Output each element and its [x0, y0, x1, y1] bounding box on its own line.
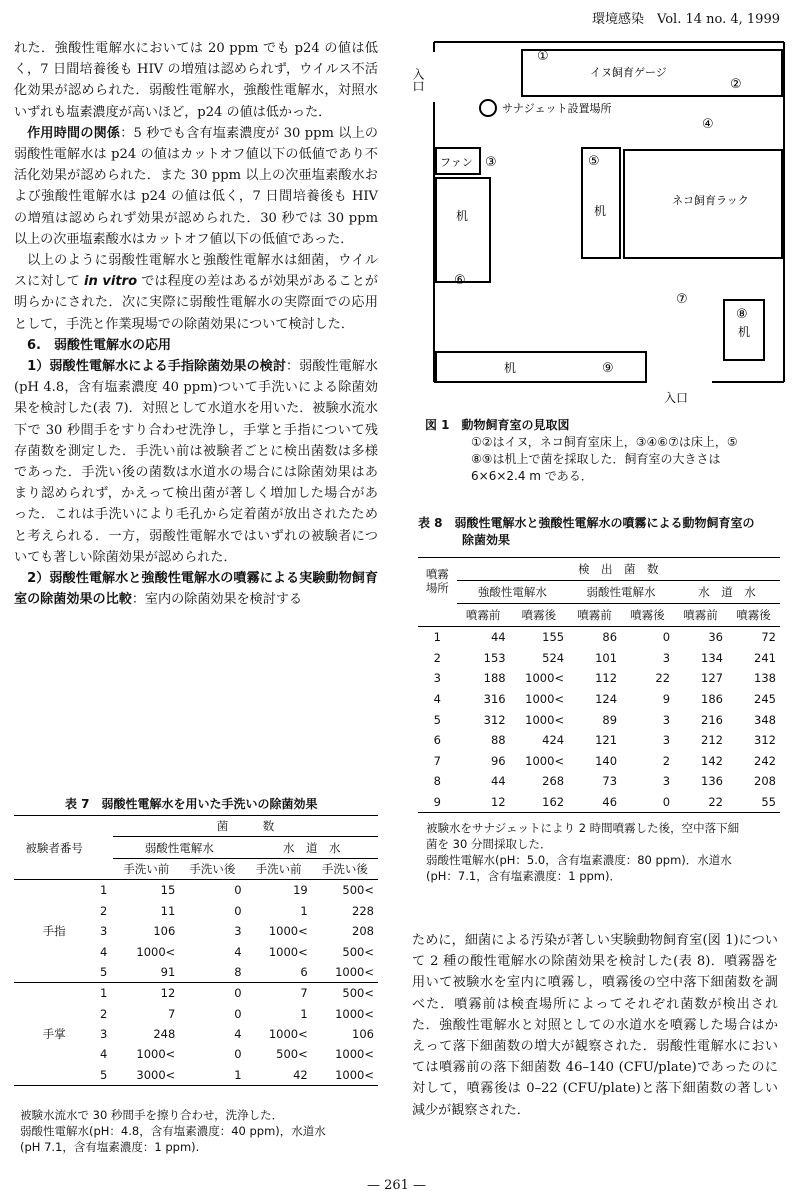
right-column — [412, 930, 778, 1121]
value-cell: 1000< — [335, 1047, 374, 1062]
figure-caption-line: ①②はイヌ，ネコ飼育室床上，③④⑥⑦は床上，⑤ — [471, 435, 738, 449]
paragraph — [14, 356, 378, 568]
table-8-notes — [426, 820, 781, 884]
empty-cell — [94, 816, 113, 837]
value-cell: 155 — [542, 630, 565, 645]
value-cell: 44 — [490, 630, 506, 645]
value-cell: 0 — [234, 1047, 242, 1062]
value-cell: 268 — [542, 774, 565, 789]
value-cell: 42 — [246, 1065, 312, 1086]
subject-number-cell: 4 — [100, 1047, 108, 1062]
value-cell: 6 — [246, 962, 312, 983]
subject-number-cell: 1 — [100, 986, 108, 1001]
row-label-cell: 3 — [433, 671, 441, 686]
value-cell: 241 — [754, 650, 776, 665]
value-cell: 208 — [352, 924, 374, 939]
entrance-left-label: 入口 — [412, 68, 425, 92]
run-in-heading: 作用時間の関係 — [27, 125, 121, 141]
figure-caption-line: 6×6×2.4 m である． — [471, 469, 593, 483]
value-cell: 208 — [754, 774, 776, 789]
text-run: では程度の差はあるが効果があることが明らかにされた．次に実際に弱酸性電解水の実際面での応用として，手洗と作業現場での除菌効果について検討した． — [14, 274, 378, 332]
row-label-cell: 6 — [433, 733, 441, 748]
cat-rack-label: ネコ飼育ラック — [672, 194, 749, 207]
value-cell: 1000< — [312, 962, 378, 983]
value-cell: 12 — [160, 986, 176, 1001]
value-cell: 4 — [234, 944, 242, 959]
value-cell: 3 — [234, 924, 242, 939]
value-cell: 3000< — [113, 1065, 179, 1086]
table-7 — [14, 815, 378, 1086]
value-cell: 228 — [352, 903, 374, 918]
value-cell: 86 — [602, 630, 618, 645]
column-header: 手洗い後 — [179, 858, 245, 879]
column-header: 噴霧前 — [568, 604, 621, 627]
value-cell: 212 — [701, 733, 723, 748]
value-cell: 1000< — [525, 671, 565, 686]
paragraph: ために，細菌による汚染が著しい実験動物飼育室(図 1)について 2 種の酸性電解水の除菌効果を検討した(表 8)．噴霧器を用いて被験水を室内に噴霧し，噴霧後の空中落下細菌数を調べた．噴霧前は検査場所によってそれぞれ菌数が検出された．強酸性電解水と対照としての水道水を噴霧した場合はかえって落下細菌数の増大が観察された．弱酸性電解水においては噴霧前の落下細菌数 46–140 (CFU/plate)であったのに対して，噴霧後は 0–22 (CFU/plate)と落下細菌数の著しい減少が観察された． — [412, 933, 778, 1118]
table-7-body — [14, 880, 378, 1086]
value-cell: 36 — [708, 630, 723, 645]
marker-7: ⑦ — [676, 292, 688, 307]
column-header: 噴霧前 — [457, 604, 510, 627]
table-row — [418, 627, 780, 648]
table-note: 被験水流水で 30 秒間手を擦り合わせ，洗浄した． — [20, 1108, 284, 1122]
subject-number-cell: 5 — [94, 962, 113, 983]
row-label-cell: 1 — [433, 630, 441, 645]
value-cell: 188 — [483, 671, 506, 686]
value-cell: 1000< — [312, 1065, 378, 1086]
value-cell: 1000< — [268, 924, 308, 939]
marker-8: ⑧ — [736, 307, 748, 322]
value-cell: 1 — [300, 903, 308, 918]
value-cell: 524 — [542, 650, 565, 665]
marker-9: ⑨ — [602, 361, 614, 376]
value-cell: 55 — [727, 792, 780, 813]
marker-6: ⑥ — [454, 273, 466, 288]
row-label-cell: 8 — [433, 774, 441, 789]
value-cell: 22 — [674, 792, 727, 813]
value-cell: 101 — [595, 650, 618, 665]
subject-number-cell: 2 — [100, 903, 108, 918]
value-cell: 500< — [342, 883, 374, 898]
row-label-cell: 9 — [418, 792, 457, 813]
run-in-heading: 2）弱酸性電解水と強酸性電解水の噴霧による実験動物飼育室の除菌効果の比較 — [14, 571, 378, 608]
paragraph — [14, 250, 378, 335]
empty-cell — [94, 837, 113, 858]
table-row — [418, 751, 780, 772]
value-cell: 0 — [662, 630, 671, 645]
value-cell: 0 — [234, 903, 242, 918]
value-cell: 8 — [179, 962, 245, 983]
paragraph — [14, 123, 378, 250]
value-cell: 500< — [276, 1047, 308, 1062]
value-cell: 1000< — [525, 712, 565, 727]
value-cell: 3 — [662, 733, 671, 748]
table-row — [418, 648, 780, 669]
value-cell: 500< — [342, 986, 374, 1001]
table-7-notes — [20, 1107, 380, 1155]
value-cell: 15 — [160, 883, 176, 898]
value-cell: 248 — [153, 1027, 176, 1042]
entrance-bottom-label: 入口 — [664, 391, 689, 405]
marker-1: ① — [537, 49, 549, 64]
table-row — [418, 730, 780, 751]
marker-2: ② — [730, 77, 742, 92]
row-label-cell: 4 — [433, 692, 441, 707]
value-cell: 106 — [153, 924, 176, 939]
value-cell: 312 — [483, 712, 506, 727]
value-cell: 136 — [701, 774, 723, 789]
group-label-cell: 手掌 — [14, 983, 94, 1086]
table-note: 弱酸性電解水(pH：4.8，含有塩素濃度：40 ppm)，水道水 — [20, 1124, 326, 1138]
table-row — [418, 709, 780, 730]
subject-number-cell: 5 — [94, 1065, 113, 1086]
sub-group-header: 弱酸性電解水 — [113, 837, 245, 858]
table-note: (pH：7.1，含有塩素濃度：1 ppm)． — [426, 869, 621, 883]
value-cell: 140 — [595, 753, 618, 768]
italic-term: in vitro — [83, 274, 138, 290]
value-cell: 424 — [542, 733, 565, 748]
group-label-cell: 手指 — [14, 880, 94, 983]
sanajet-label: サナジェット設置場所 — [502, 102, 612, 115]
value-cell: 72 — [761, 630, 776, 645]
table-row — [14, 983, 378, 1004]
desk-left-rect — [436, 178, 490, 282]
value-cell: 1000< — [268, 944, 308, 959]
value-cell: 2 — [662, 753, 671, 768]
paragraph-body: ：室内の除菌効果を検討する — [131, 592, 303, 608]
value-cell: 1000< — [136, 944, 176, 959]
value-cell: 348 — [754, 712, 776, 727]
column-header: 噴霧前 — [674, 604, 727, 627]
value-cell: 127 — [701, 671, 723, 686]
subject-number-cell: 4 — [100, 944, 108, 959]
table-caption-line: 除菌効果 — [462, 533, 511, 547]
value-cell: 19 — [293, 883, 308, 898]
value-cell: 216 — [701, 712, 723, 727]
table-note: 弱酸性電解水(pH：5.0，含有塩素濃度：80 ppm)．水道水 — [426, 853, 732, 867]
value-cell: 242 — [754, 753, 776, 768]
sub-group-header: 強酸性電解水 — [457, 581, 568, 604]
value-cell: 0 — [234, 1006, 242, 1021]
column-header: 噴霧後 — [621, 604, 674, 627]
section-heading: 6. 弱酸性電解水の応用 — [27, 337, 171, 353]
value-cell: 91 — [113, 962, 179, 983]
sanajet-marker — [480, 100, 496, 116]
table-8-body — [418, 627, 780, 813]
paragraph-body: ：5 秒でも含有塩素濃度が 30 ppm 以上の弱酸性電解水は p24 の値はカットオフ値以下の低値であり不活化効果が認められた．また 30 ppm 以上の次亜塩素酸水および強酸性電解水は p24 の値は低く，7 日間培養後も HIV の増殖は認められず効果が認められた．30 秒では 30 ppm 以上の次亜塩素酸水はカットオフ値以下の低値であった． — [14, 125, 379, 247]
value-cell: 186 — [701, 692, 723, 707]
value-cell: 3 — [662, 774, 671, 789]
paragraph — [14, 568, 378, 610]
floor-plan-figure — [412, 40, 787, 410]
value-cell: 3 — [662, 650, 671, 665]
figure-caption — [425, 417, 775, 485]
empty-cell — [418, 604, 457, 627]
marker-5: ⑤ — [588, 154, 600, 169]
marker-4: ④ — [702, 117, 714, 132]
table-8-caption — [418, 515, 778, 549]
table-row — [418, 689, 780, 710]
value-cell: 73 — [602, 774, 618, 789]
table-row — [418, 792, 780, 813]
value-cell: 46 — [568, 792, 621, 813]
value-cell: 112 — [595, 671, 618, 686]
table-note: 被験水をサナジェットにより 2 時間噴霧した後，空中落下細 — [426, 821, 740, 835]
desk-bottom-rect — [436, 352, 646, 382]
value-cell: 11 — [160, 903, 176, 918]
value-cell: 1000< — [525, 692, 565, 707]
column-header: 噴霧後 — [727, 604, 780, 627]
row-label-cell: 2 — [433, 650, 441, 665]
value-cell: 0 — [234, 986, 242, 1001]
value-cell: 3 — [662, 712, 671, 727]
sub-group-header: 水 道 水 — [674, 581, 780, 604]
sub-group-header: 弱酸性電解水 — [568, 581, 674, 604]
value-cell: 153 — [483, 650, 506, 665]
fan-label: ファン — [440, 156, 473, 169]
value-cell: 7 — [300, 986, 308, 1001]
floor-plan-svg — [412, 40, 787, 410]
desk-left-label: 机 — [456, 209, 469, 223]
subject-number-cell: 3 — [100, 924, 108, 939]
table-row — [418, 771, 780, 792]
left-column — [14, 38, 378, 610]
table-row — [418, 668, 780, 689]
header-group: 菌 数 — [113, 816, 378, 837]
page-number: — 261 — — [366, 1178, 427, 1193]
value-cell: 142 — [701, 753, 723, 768]
table-note: (pH 7.1，含有塩素濃度：1 ppm). — [20, 1140, 200, 1154]
table-note: 菌を 30 分間採取した． — [426, 837, 552, 851]
value-cell: 88 — [490, 733, 506, 748]
value-cell: 22 — [655, 671, 671, 686]
header-group: 検 出 菌 数 — [457, 558, 780, 581]
value-cell: 4 — [234, 1027, 242, 1042]
table-8 — [418, 557, 780, 813]
table-7-caption: 表 7 弱酸性電解水を用いた手洗いの除菌効果 — [65, 797, 318, 811]
value-cell: 134 — [701, 650, 723, 665]
value-cell: 138 — [754, 671, 776, 686]
figure-caption-title: 図 1 動物飼育室の見取図 — [425, 418, 570, 432]
row-header: 噴霧 場所 — [418, 558, 457, 604]
column-header: 手洗い後 — [312, 858, 378, 879]
row-header: 被験者番号 — [14, 816, 94, 880]
value-cell: 0 — [621, 792, 674, 813]
empty-cell — [94, 858, 113, 879]
table-caption-line: 表 8 弱酸性電解水と強酸性電解水の噴霧による動物飼育室の — [418, 516, 755, 530]
column-header: 噴霧後 — [510, 604, 568, 627]
value-cell: 121 — [595, 733, 618, 748]
value-cell: 44 — [490, 774, 506, 789]
value-cell: 162 — [510, 792, 568, 813]
subject-number-cell: 3 — [100, 1027, 108, 1042]
dog-cage-label: イヌ飼育ゲージ — [590, 66, 667, 79]
value-cell: 500< — [342, 944, 374, 959]
sub-group-header: 水 道 水 — [246, 837, 378, 858]
value-cell: 0 — [234, 883, 242, 898]
row-label-cell: 7 — [433, 753, 441, 768]
value-cell: 1000< — [268, 1027, 308, 1042]
value-cell: 96 — [490, 753, 506, 768]
paragraph: れた．強酸性電解水においては 20 ppm でも p24 の値は低く，7 日間培養後も HIV の増殖は認められず，ウイルス不活化効果が認められた．弱酸性電解水，強酸性電解水，対照水いずれも塩素濃度が高いほど，p24 の値は低かった． — [14, 41, 378, 120]
table-row — [14, 880, 378, 901]
value-cell: 124 — [595, 692, 618, 707]
paragraph-body: ：弱酸性電解水(pH 4.8，含有塩素濃度 40 ppm)ついて手洗いによる除菌効果を検討した(表 7)．対照として水道水を用いた．被験水流水下で 30 秒間手をすり合わせ洗浄し，手掌と手指について残存菌数を測定した．手洗い前は被験者ごとに検出菌数は多様であった．手洗い後の菌数は水道水の場合には除菌効果はあまり認められず，かえって検出菌が著しく増加した場合があった．これは手洗いにより毛孔から定着菌が放出されたためと考えられる．一方，弱酸性電解水ではいずれの被験者についても著しい除菌効果が認められた． — [14, 359, 378, 565]
value-cell: 9 — [662, 692, 671, 707]
desk-center-label: 机 — [594, 204, 607, 218]
subject-number-cell: 1 — [100, 883, 108, 898]
value-cell: 7 — [167, 1006, 176, 1021]
value-cell: 1 — [300, 1006, 308, 1021]
column-header: 手洗い前 — [113, 858, 179, 879]
text-run: 以上のように弱酸性電解水と強酸性電解水は細菌，ウイルスに対して — [14, 253, 378, 290]
value-cell: 89 — [602, 712, 618, 727]
value-cell: 312 — [754, 733, 776, 748]
value-cell: 106 — [352, 1027, 374, 1042]
figure-caption-line: ⑧⑨は机上で菌を採取した．飼育室の大きさは — [471, 452, 721, 466]
column-header: 手洗い前 — [246, 858, 312, 879]
value-cell: 316 — [483, 692, 506, 707]
row-label-cell: 5 — [433, 712, 441, 727]
marker-3: ③ — [485, 155, 497, 170]
value-cell: 1000< — [136, 1047, 176, 1062]
value-cell: 12 — [457, 792, 510, 813]
value-cell: 245 — [754, 692, 776, 707]
journal-header: 環境感染 Vol. 14 no. 4, 1999 — [592, 12, 780, 27]
desk-right-label: 机 — [738, 325, 751, 339]
value-cell: 1000< — [525, 753, 565, 768]
subject-number-cell: 2 — [100, 1006, 108, 1021]
value-cell: 1000< — [335, 1006, 374, 1021]
run-in-heading: 1）弱酸性電解水による手指除菌効果の検討 — [27, 359, 287, 375]
desk-bottom-label: 机 — [504, 361, 517, 375]
value-cell: 1 — [179, 1065, 245, 1086]
